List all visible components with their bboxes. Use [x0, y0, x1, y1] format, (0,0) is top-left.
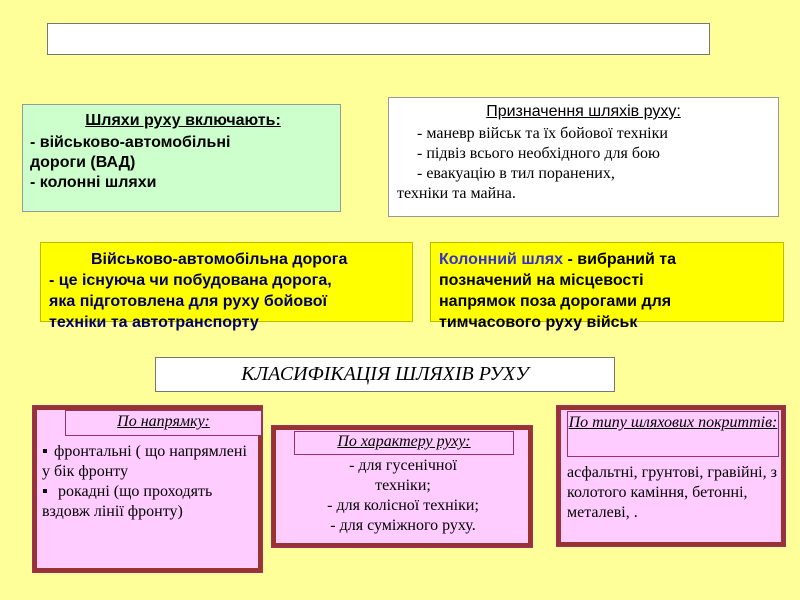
purpose-item: техніки та майна. [397, 185, 516, 202]
character-item: техніки; [375, 477, 431, 494]
column-way-line: напрямок поза дорогами для [439, 293, 672, 310]
column-way-line [439, 249, 777, 270]
direction-item: ▪ фронтальні ( що напрямлені у бік фронту [42, 443, 247, 480]
character-heading: По характеру руху: [294, 431, 514, 455]
vad-line: техніки та автотранспорту [49, 314, 259, 331]
character-box [271, 425, 533, 548]
character-item: - для суміжного руху. [330, 517, 476, 534]
direction-box [32, 405, 263, 573]
direction-heading: По напрямку: [65, 410, 262, 436]
ways-item: - військово-автомобільні [30, 134, 231, 151]
purpose-heading: Призначення шляхів руху: [486, 103, 681, 120]
bullet-icon: ▪ [42, 443, 48, 460]
column-way-line: позначений на місцевості [439, 272, 644, 289]
character-body [272, 456, 534, 536]
column-way-definition-box [430, 242, 784, 331]
ways-box [22, 104, 341, 212]
title-bar [47, 23, 710, 55]
purpose-item: - маневр військ та їх бойової техніки [417, 125, 668, 142]
classification-title: КЛАСИФІКАЦІЯ ШЛЯХІВ РУХУ [155, 357, 615, 392]
purpose-item: - евакуацію в тил поранених, [417, 165, 615, 182]
ways-item: дороги (ВАД) [30, 154, 136, 171]
direction-body [42, 442, 257, 522]
vad-line: яка підготовлена для руху бойової [49, 293, 328, 310]
ways-item: - колонні шляхи [30, 174, 157, 191]
character-item: - для колісної техніки; [327, 497, 479, 514]
purpose-item: - підвіз всього необхідного для бою [417, 145, 660, 162]
purpose-box [388, 97, 779, 217]
surface-type-text: асфальтні, грунтові, гравійні, з колотого каміння, бетонні, металеві, . [567, 464, 777, 521]
bullet-icon: ▪ [42, 483, 48, 500]
column-way-term: Колонний шлях [439, 251, 564, 268]
ways-heading: Шляхи руху включають: [85, 112, 281, 129]
character-item: - для гусенічної [349, 457, 457, 474]
surface-type-heading: По типу шляхових покриттів: [567, 411, 779, 457]
surface-type-box [556, 405, 786, 547]
column-way-line: тимчасового руху військ [439, 314, 638, 331]
vad-line: - це існуюча чи побудована дорога, [49, 272, 332, 289]
column-way-line1-rest: - вибраний та [563, 251, 677, 268]
vad-definition-box [40, 242, 413, 331]
vad-line: Військово-автомобільна дорога [91, 251, 348, 268]
direction-item: ▪ рокадні (що проходять вздовж лінії фронту) [42, 483, 213, 520]
